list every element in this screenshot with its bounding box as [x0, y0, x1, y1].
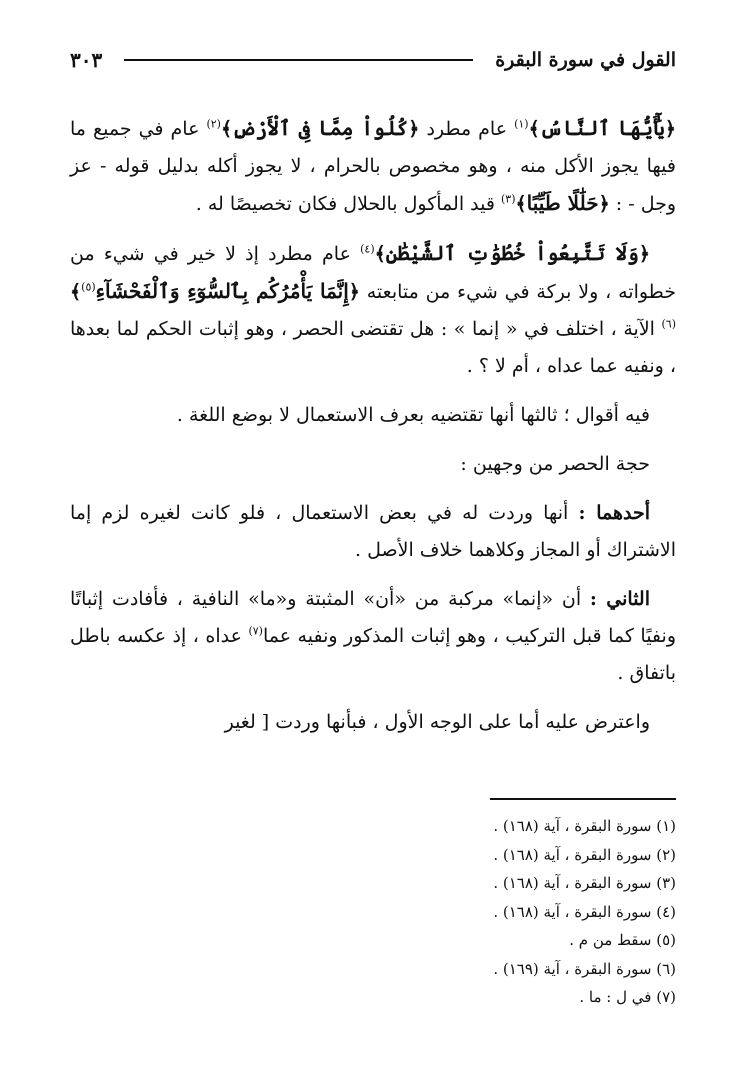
footnote-ref: (٣) [500, 192, 516, 206]
footnote: (٤) سورة البقرة ، آية (١٦٨) . [493, 902, 676, 921]
verse-close-bracket: ﴾ [220, 118, 233, 140]
quran-verse: وَلَا تَتَّبِعُواْ خُطُوَٰتِ ٱلشَّيْطَٰنِ [385, 241, 639, 265]
footnote-ref: (٥) [81, 280, 96, 294]
paragraph-7: واعترض عليه أما على الوجه الأول ، فبأنها وردت [ لغير [224, 711, 650, 733]
verse-open-bracket: ﴿ [348, 281, 360, 303]
footnote-separator [490, 798, 676, 800]
verse-open-bracket: ﴿ [638, 243, 650, 265]
page-number: ٣٠٣ [70, 48, 103, 72]
paragraph-text: عام في جميع ما فيها يجوز الأكل منه ، وهو مخصوص بالحرام ، لا يجوز أكله بدليل قوله - عز وجل - : [70, 118, 676, 215]
verse-close-bracket: ﴾ [374, 243, 386, 265]
paragraph-5 [70, 495, 676, 569]
paragraph-text: عام مطرد [419, 118, 515, 140]
verse-open-bracket: ﴿ [664, 118, 677, 140]
verse-open-bracket: ﴿ [408, 118, 420, 140]
paragraph-1 [70, 110, 676, 223]
footnote: (١) سورة البقرة ، آية (١٦٨) . [493, 817, 676, 835]
footnote: (٥) سقط من م . [569, 931, 676, 949]
paragraph-lead: أحدهما : [578, 502, 650, 524]
quran-verse: كُلُواْ مِمَّا فِى ٱلْأَرْضِ [232, 116, 409, 140]
paragraph-text: عداه ، إذ عكسه باطل باتفاق . [70, 625, 676, 684]
footnote-ref: (٤) [360, 242, 375, 256]
body-text [70, 110, 676, 753]
running-header [70, 42, 676, 78]
footnote: (٧) في ل : ما . [579, 988, 676, 1006]
paragraph-6 [70, 581, 676, 692]
footnote: (٦) سورة البقرة ، آية (١٦٩) . [493, 959, 676, 978]
paragraph-2 [70, 235, 676, 385]
paragraph-text: أنها وردت له في بعض الاستعمال ، فلو كانت لغيره لزم إما الاشتراك أو المجاز وكلاهما خلاف الأصل . [70, 502, 676, 561]
verse-close-bracket: ﴾ [528, 118, 540, 140]
quran-verse: إِنَّمَا يَأْمُرُكُم بِٱلسُّوٓءِ وَٱلْفَحْشَآءِ [95, 279, 349, 303]
paragraph-text: عام مطرد إذ لا خير في شيء من خطواته ، ولا بركة في شيء من متابعته [70, 243, 677, 303]
paragraph-text: الآية ، اختلف في « إنما » : هل تقتضى الحصر ، وهو إثبات الحكم لما بعدها ، ونفيه عما عداه ، أم لا ؟ . [70, 318, 676, 377]
paragraph-4: حجة الحصر من وجهين : [460, 453, 650, 475]
paragraph-lead: الثاني : [589, 588, 651, 610]
quran-verse: يَٰٓأَيُّهَا ٱلنَّاسُ [539, 116, 665, 140]
footnote-ref: (٧) [248, 624, 263, 638]
verse-close-bracket: ﴾ [515, 193, 527, 215]
paragraph-text: قيد المأكول بالحلال فكان تخصيصًا له . [195, 193, 501, 215]
footnote-ref: (٦) [661, 317, 676, 331]
footnote: (٢) سورة البقرة ، آية (١٦٨) . [493, 845, 676, 864]
footnote: (٣) سورة البقرة ، آية (١٦٨) . [493, 874, 676, 892]
footnote-ref: (١) [514, 117, 529, 131]
quran-verse: حَلَٰلًا طَيِّبًا [526, 191, 599, 215]
paragraph-text: أن «إنما» مركبة من «أن» المثبتة و«ما» النافية ، فأفادت إثباتًا ونفيًا كما قبل التركيب ، وهو إثبات المذكور ونفيه عما [70, 588, 677, 647]
footnotes [70, 812, 676, 1012]
verse-close-bracket: ﴾ [70, 281, 82, 303]
header-rule [124, 59, 473, 61]
paragraph-3: فيه أقوال ؛ ثالثها أنها تقتضيه بعرف الاستعمال لا بوضع اللغة . [176, 404, 650, 426]
verse-open-bracket: ﴿ [598, 193, 610, 215]
chapter-title: القول في سورة البقرة [495, 49, 676, 71]
footnote-ref: (٢) [206, 117, 221, 131]
